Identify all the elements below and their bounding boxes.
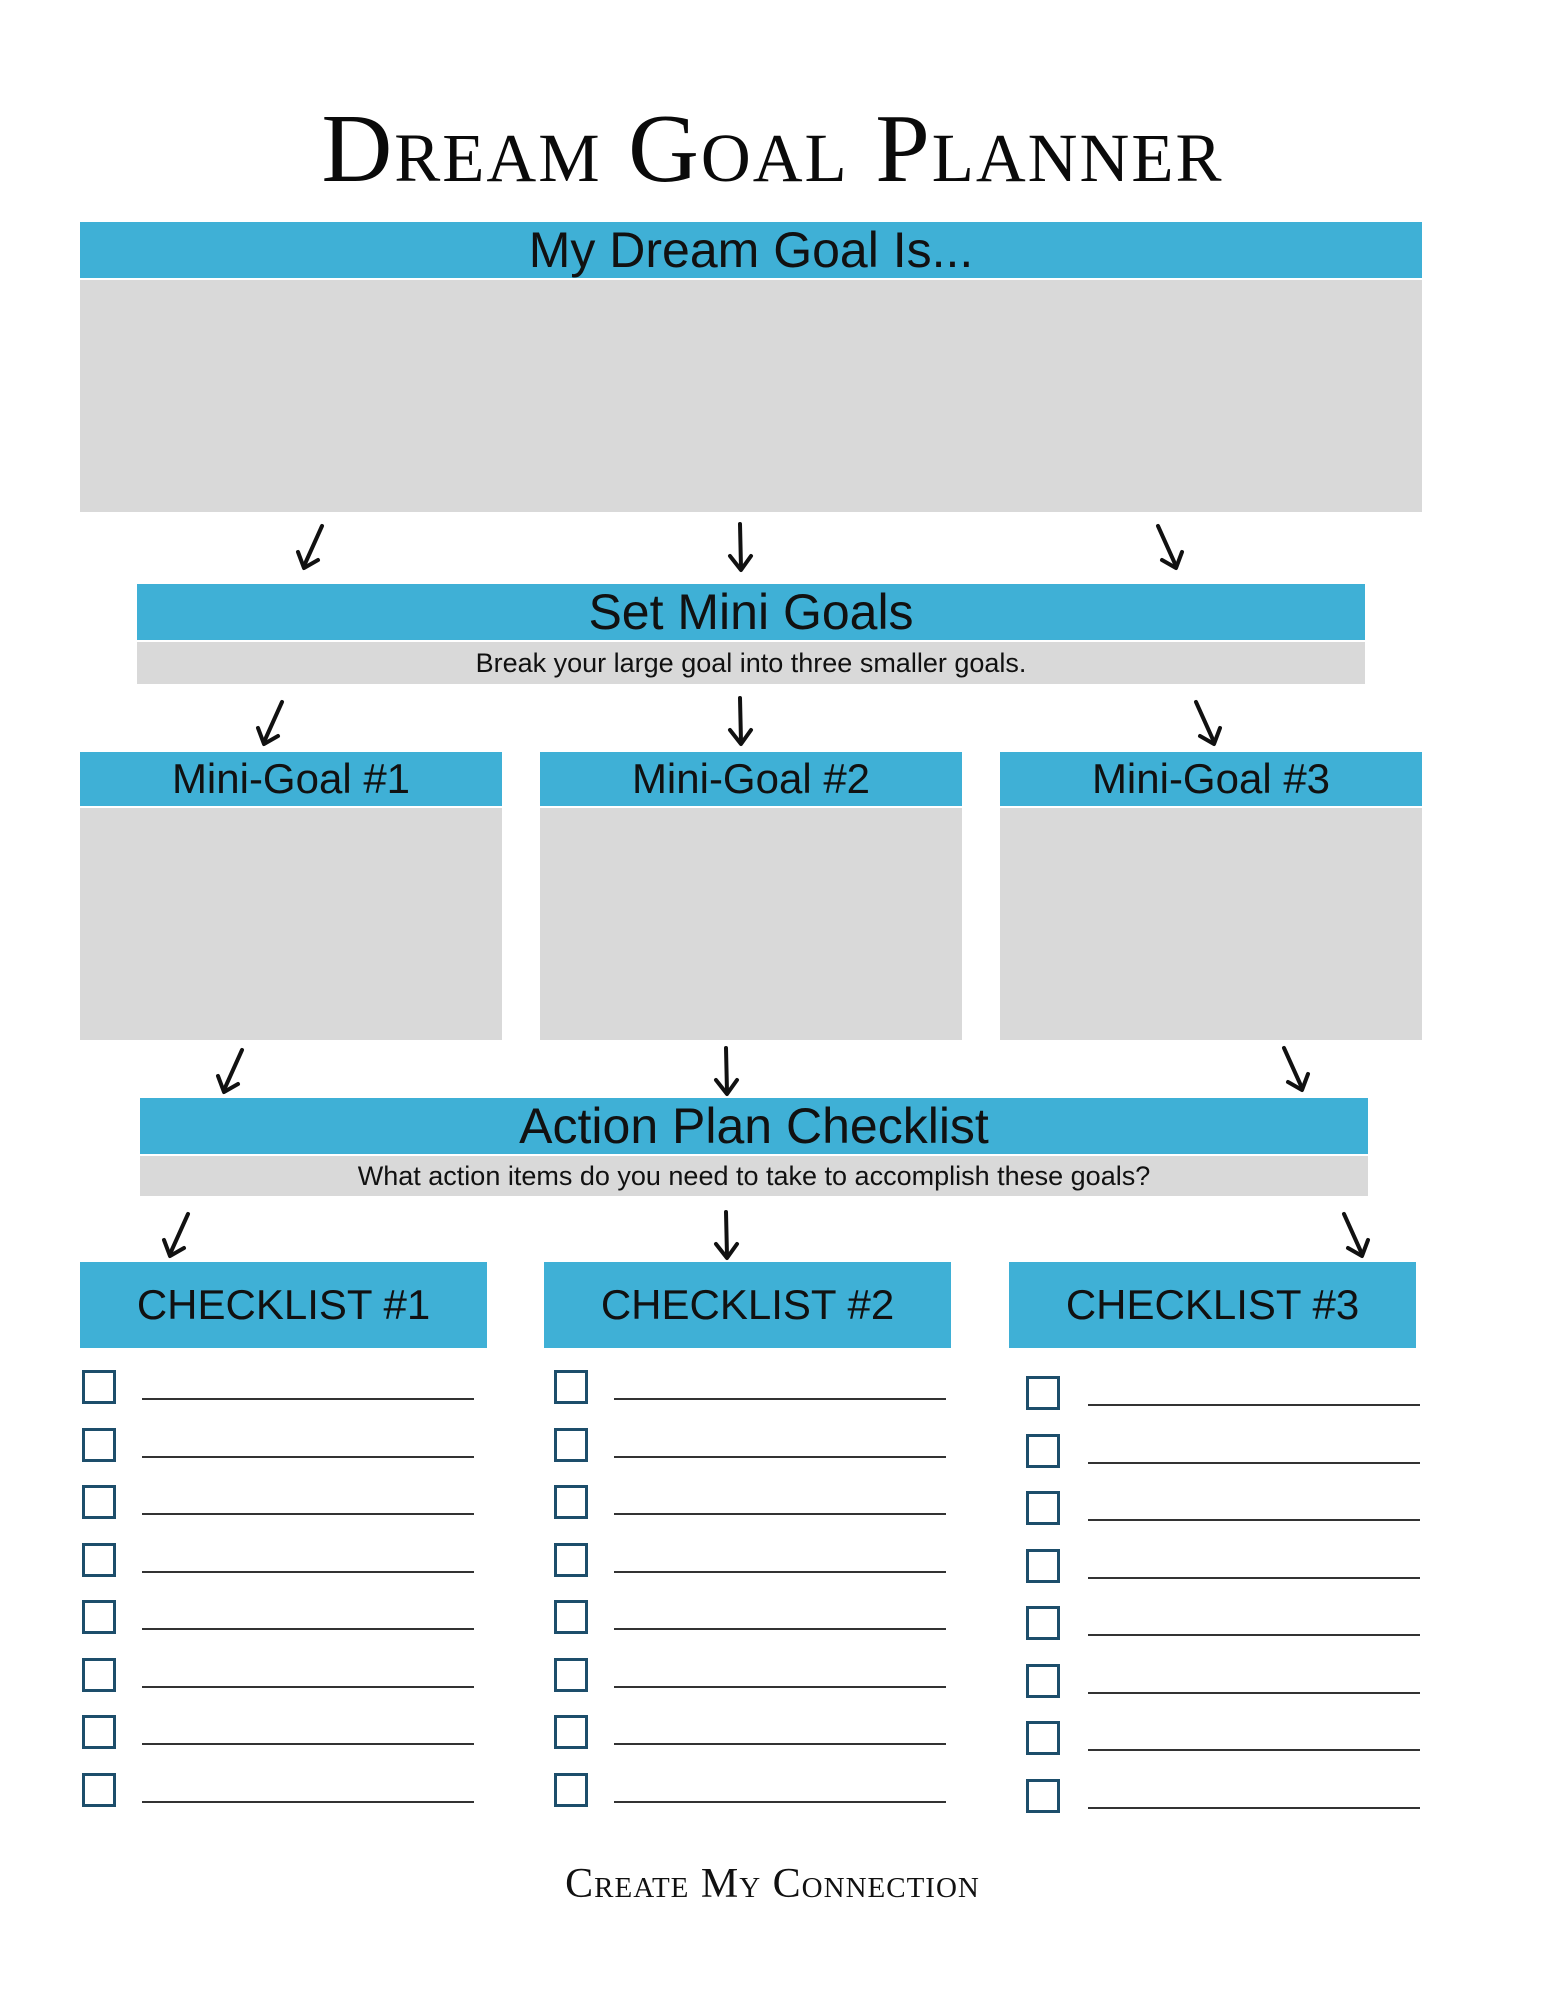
mini-goal-2-header: Mini-Goal #2 <box>540 752 962 806</box>
dream-goal-input-area[interactable] <box>80 280 1422 512</box>
checklist-2-header: CHECKLIST #2 <box>544 1262 951 1348</box>
checklist-2-item-line[interactable] <box>614 1686 946 1688</box>
checklist-1-item-line[interactable] <box>142 1628 474 1630</box>
checklist-1-checkbox[interactable] <box>82 1773 116 1807</box>
arrow-down-left-icon <box>158 1210 198 1262</box>
checklist-2-item-line[interactable] <box>614 1801 946 1803</box>
arrow-down-left-icon <box>212 1046 252 1098</box>
mini-goal-3-header: Mini-Goal #3 <box>1000 752 1422 806</box>
checklist-2-checkbox[interactable] <box>554 1600 588 1634</box>
checklist-3-header: CHECKLIST #3 <box>1009 1262 1416 1348</box>
action-plan-subtitle: What action items do you need to take to accomplish these goals? <box>140 1156 1368 1196</box>
mini-goal-1-input-area[interactable] <box>80 808 502 1040</box>
mini-goal-2-input-area[interactable] <box>540 808 962 1040</box>
checklist-3-item-line[interactable] <box>1088 1404 1420 1406</box>
arrow-down-right-icon <box>1336 1210 1376 1262</box>
checklist-3-item-line[interactable] <box>1088 1807 1420 1809</box>
checklist-3-checkbox[interactable] <box>1026 1491 1060 1525</box>
checklist-2-item-line[interactable] <box>614 1628 946 1630</box>
checklist-2-checkbox[interactable] <box>554 1543 588 1577</box>
arrow-down-icon <box>722 694 758 750</box>
checklist-2-checkbox[interactable] <box>554 1370 588 1404</box>
checklist-1-item-line[interactable] <box>142 1513 474 1515</box>
checklist-1-checkbox[interactable] <box>82 1428 116 1462</box>
checklist-2-item-line[interactable] <box>614 1571 946 1573</box>
checklist-3-item-line[interactable] <box>1088 1462 1420 1464</box>
checklist-1-checkbox[interactable] <box>82 1658 116 1692</box>
dream-goal-header: My Dream Goal Is... <box>80 222 1422 278</box>
mini-goal-3-input-area[interactable] <box>1000 808 1422 1040</box>
checklist-2-item-line[interactable] <box>614 1743 946 1745</box>
arrow-down-left-icon <box>292 522 332 574</box>
arrow-down-icon <box>708 1044 744 1100</box>
arrow-down-right-icon <box>1188 698 1228 750</box>
arrow-down-icon <box>722 520 758 576</box>
checklist-1-item-line[interactable] <box>142 1743 474 1745</box>
checklist-3-checkbox[interactable] <box>1026 1434 1060 1468</box>
checklist-3-item-line[interactable] <box>1088 1519 1420 1521</box>
checklist-3-checkbox[interactable] <box>1026 1721 1060 1755</box>
checklist-1-checkbox[interactable] <box>82 1600 116 1634</box>
checklist-1-header: CHECKLIST #1 <box>80 1262 487 1348</box>
checklist-3-item-line[interactable] <box>1088 1749 1420 1751</box>
checklist-3-item-line[interactable] <box>1088 1577 1420 1579</box>
checklist-1-item-line[interactable] <box>142 1456 474 1458</box>
arrow-down-icon <box>708 1208 744 1264</box>
footer-brand: Create My Connection <box>565 1861 980 1907</box>
checklist-1-checkbox[interactable] <box>82 1370 116 1404</box>
action-plan-header: Action Plan Checklist <box>140 1098 1368 1154</box>
checklist-3-checkbox[interactable] <box>1026 1664 1060 1698</box>
checklist-3-checkbox[interactable] <box>1026 1376 1060 1410</box>
checklist-3-item-line[interactable] <box>1088 1634 1420 1636</box>
arrow-down-right-icon <box>1276 1044 1316 1096</box>
arrow-down-right-icon <box>1150 522 1190 574</box>
mini-goal-1-header: Mini-Goal #1 <box>80 752 502 806</box>
checklist-3-checkbox[interactable] <box>1026 1549 1060 1583</box>
checklist-2-item-line[interactable] <box>614 1513 946 1515</box>
checklist-1-item-line[interactable] <box>142 1571 474 1573</box>
checklist-2-checkbox[interactable] <box>554 1658 588 1692</box>
checklist-2-item-line[interactable] <box>614 1398 946 1400</box>
checklist-1-checkbox[interactable] <box>82 1543 116 1577</box>
checklist-1-checkbox[interactable] <box>82 1715 116 1749</box>
checklist-3-item-line[interactable] <box>1088 1692 1420 1694</box>
checklist-2-checkbox[interactable] <box>554 1428 588 1462</box>
checklist-1-checkbox[interactable] <box>82 1485 116 1519</box>
page-title: Dream Goal Planner <box>321 95 1224 203</box>
checklist-1-item-line[interactable] <box>142 1686 474 1688</box>
checklist-2-checkbox[interactable] <box>554 1485 588 1519</box>
arrow-down-left-icon <box>252 698 292 750</box>
mini-goals-subtitle: Break your large goal into three smaller goals. <box>137 642 1365 684</box>
checklist-1-item-line[interactable] <box>142 1801 474 1803</box>
checklist-3-checkbox[interactable] <box>1026 1779 1060 1813</box>
checklist-3-checkbox[interactable] <box>1026 1606 1060 1640</box>
checklist-2-item-line[interactable] <box>614 1456 946 1458</box>
checklist-1-item-line[interactable] <box>142 1398 474 1400</box>
checklist-2-checkbox[interactable] <box>554 1715 588 1749</box>
mini-goals-header: Set Mini Goals <box>137 584 1365 640</box>
checklist-2-checkbox[interactable] <box>554 1773 588 1807</box>
